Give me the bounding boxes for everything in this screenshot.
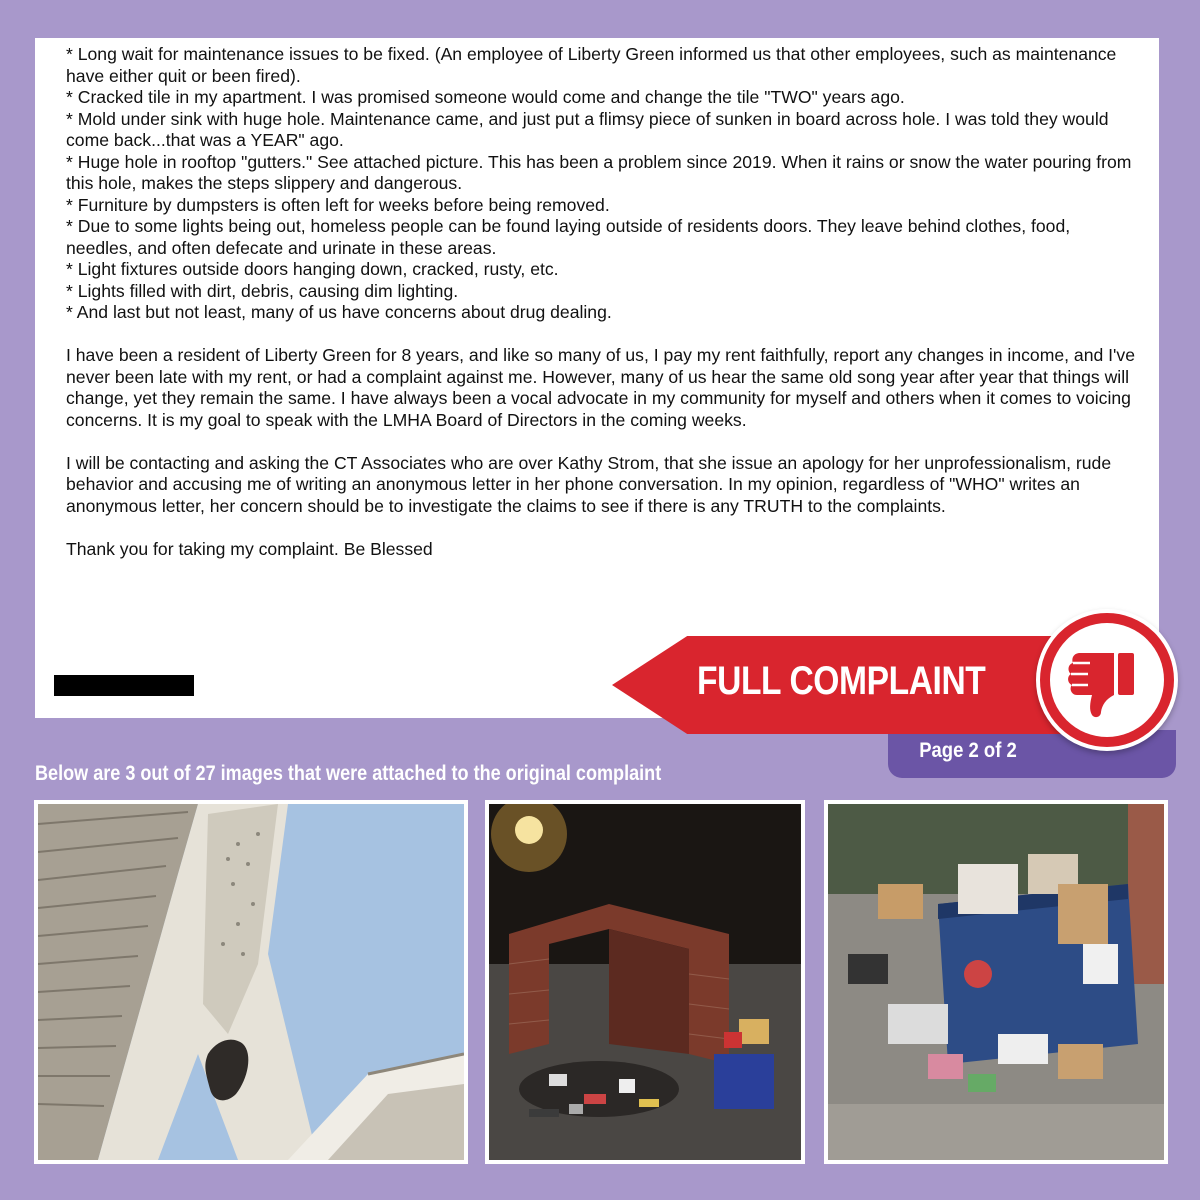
night-dumpster-trash-photo	[485, 800, 805, 1164]
complaint-bullet: * Huge hole in rooftop "gutters." See attached picture. This has been a problem since 2019. When it rains or snow the water pouring from this hole, makes the steps slippery and dangerous.	[66, 151, 1132, 193]
complaint-bullet: * Light fixtures outside doors hanging down, cracked, rusty, etc.	[66, 259, 559, 279]
redacted-signature-bar	[54, 675, 194, 696]
page-indicator: Page 2 of 2	[919, 739, 1017, 762]
complaint-bullet: * Long wait for maintenance issues to be fixed. (An employee of Liberty Green informed us that other employees, such as maintenance have either quit or been fired).	[66, 44, 1117, 86]
complaint-bullet: * Mold under sink with huge hole. Maintenance came, and just put a flimsy piece of sunken in board across hole. I was told they would come back...that was a YEAR" ago.	[66, 108, 1109, 150]
complaint-bullet: * Furniture by dumpsters is often left for weeks before being removed.	[66, 194, 610, 215]
complaint-paragraph-residency: I have been a resident of Liberty Green for 8 years, and like so many of us, I pay my rent faithfully, report any changes in income, and I've never been late with my rent, or had a complaint against me. However, many of us hear the same old song year after year that things will change, yet they remain the same. I have always been a vocal advocate in my community for myself and others when it comes to voicing concerns. It is my goal to speak with the LMHA Board of Directors in the coming weeks.	[66, 345, 1136, 430]
complaint-closing: Thank you for taking my complaint. Be Blessed	[66, 538, 433, 559]
complaint-paragraph-apology: I will be contacting and asking the CT Associates who are over Kathy Strom, that she issue an apology for her unprofessionalism, rude behavior and accusing me of writing an anonymous letter in her phone conversation. In my opinion, regardless of "WHO" writes an anonymous letter, her concern should be to investigate the claims to see if there is any TRUTH to the complaints.	[66, 452, 1112, 516]
complaint-bullet: * And last but not least, many of us have concerns about drug dealing.	[66, 302, 612, 322]
thumbs-down-badge	[1036, 609, 1178, 751]
complaint-bullet: * Lights filled with dirt, debris, causing dim lighting.	[66, 280, 459, 301]
complaint-bullet: * Cracked tile in my apartment. I was promised someone would come and change the tile "TWO" years ago.	[66, 87, 905, 107]
gallery-caption: Below are 3 out of 27 images that were attached to the original complaint	[35, 762, 662, 785]
overflowing-dumpster-photo	[824, 800, 1168, 1164]
complaint-document	[35, 38, 1159, 718]
full-complaint-label: FULL COMPLAINT	[697, 659, 986, 703]
complaint-bullet: * Due to some lights being out, homeless people can be found laying outside of residents doors. They leave behind clothes, food, needles, and often defecate and urinate in these areas.	[66, 216, 1071, 258]
thumbs-down-icon	[1040, 613, 1174, 747]
complaint-text	[66, 44, 1136, 560]
gutter-hole-photo	[34, 800, 468, 1164]
